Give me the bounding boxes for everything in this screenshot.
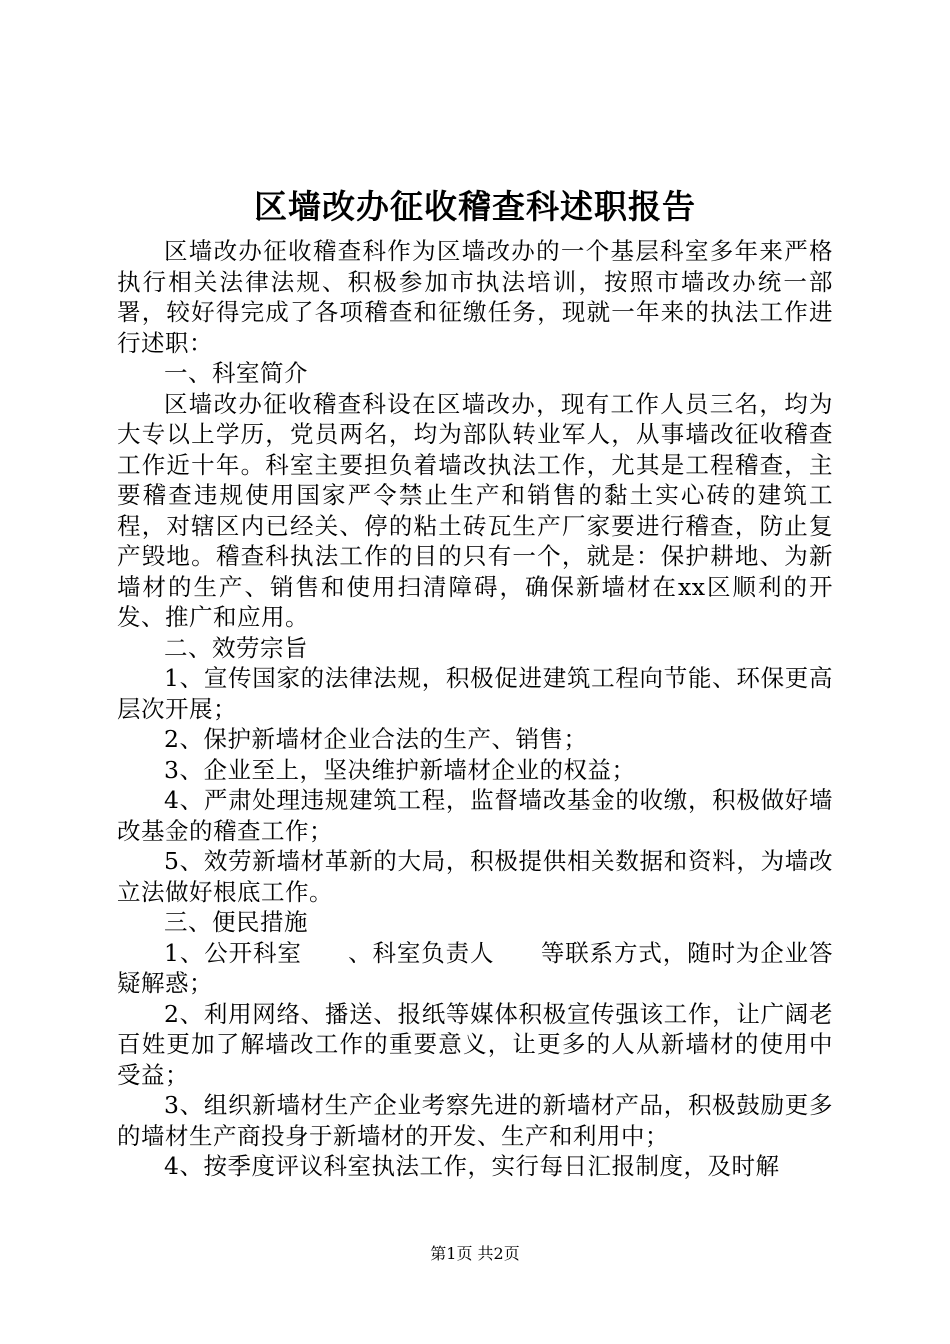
principle-item-3: 3、企业至上，坚决维护新墙材企业的权益； xyxy=(164,755,636,784)
measure-item-2: 2、利用网络、播送、报纸等媒体积极宣传强该工作，让广阔老百姓更加了解墙改工作的重要意义，让更多的人从新墙材的使用中受益； xyxy=(117,999,833,1089)
section-heading-1: 一、科室简介 xyxy=(164,359,308,387)
page-footer: 第1页 共2页 xyxy=(430,1244,520,1263)
section-heading-2: 二、效劳宗旨 xyxy=(164,633,308,662)
document-body xyxy=(117,236,833,1182)
paragraph-intro: 区墙改办征收稽查科作为区墙改办的一个基层科室多年来严格执行相关法律法规、积极参加市执法培训，按照市墙改办统一部署，较好得完成了各项稽查和征缴任务，现就一年来的执法工作进行述职： xyxy=(117,237,833,357)
principle-item-5: 5、效劳新墙材革新的大局，积极提供相关数据和资料，为墙改立法做好根底工作。 xyxy=(117,847,833,906)
measure-item-4: 4、按季度评议科室执法工作，实行每日汇报制度，及时解 xyxy=(164,1152,780,1180)
section-heading-3: 三、便民措施 xyxy=(164,908,308,936)
measure-item-3: 3、组织新墙材生产企业考察先进的新墙材产品，积极鼓励更多的墙材生产商投身于新墙材的开发、生产和利用中； xyxy=(117,1091,833,1150)
measure-item-1-part-a: 1、公开科室 xyxy=(164,938,302,967)
measure-item-1-part-b: 、科室负责人 xyxy=(347,938,495,967)
paragraph-office-profile: 区墙改办征收稽查科设在区墙改办，现有工作人员三名，均为大专以上学历，党员两名，均为部队转业军人，从事墙改征收稽查工作近十年。科室主要担负着墙改执法工作，尤其是工程稽查，主要稽查违规使用国家严令禁止生产和销售的黏土实心砖的建筑工程，对辖区内已经关、停的粘土砖瓦生产厂家要进行稽查，防止复产毁地。稽查科执法工作的目的只有一个，就是：保护耕地、为新墙材的生产、销售和使用扫清障碍，确保新墙材在xx区顺利的开发、推广和应用。 xyxy=(117,389,833,631)
document-title: 区墙改办征收稽查科述职报告 xyxy=(254,187,696,226)
principle-item-2: 2、保护新墙材企业合法的生产、销售； xyxy=(164,725,588,753)
measure-item-1 xyxy=(117,938,833,999)
principle-item-4: 4、严肃处理违规建筑工程，监督墙改基金的收缴，积极做好墙改基金的稽查工作； xyxy=(117,786,833,845)
principle-item-1: 1、宣传国家的法律法规，积极促进建筑工程向节能、环保更高层次开展； xyxy=(117,664,833,723)
measure-item-1-part-c: 等联系方式，随时为企业答疑解惑； xyxy=(117,938,834,997)
